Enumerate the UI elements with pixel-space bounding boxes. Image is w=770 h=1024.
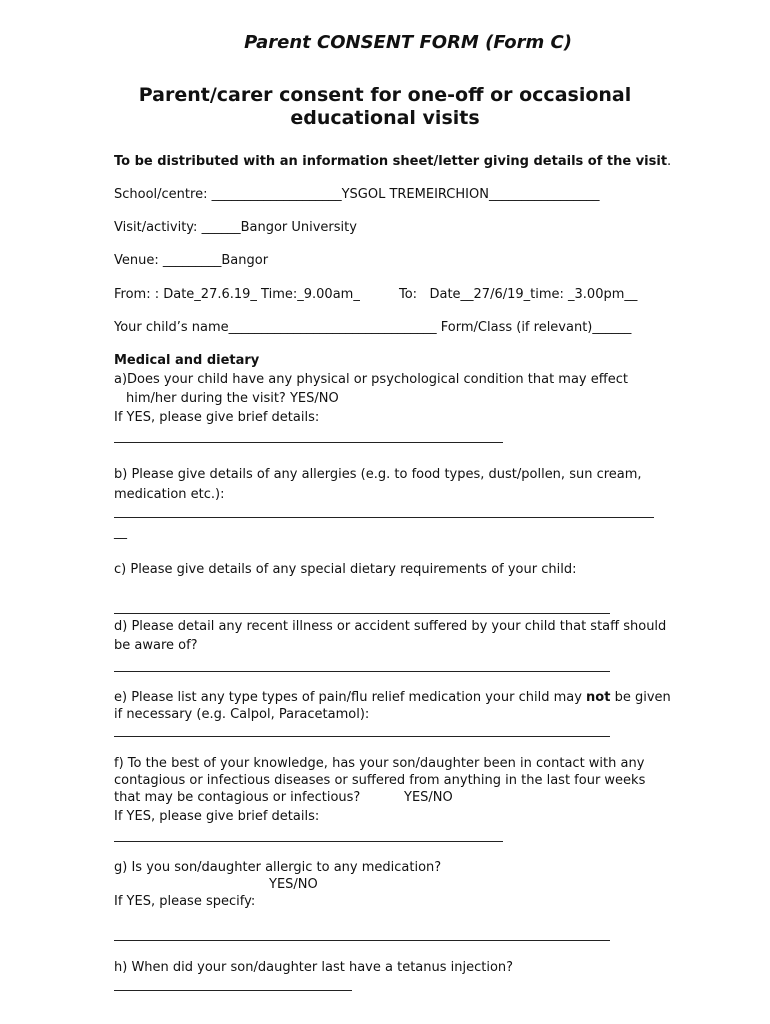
question-b-line-1: b) Please give details of any allergies (e.g. to food types, dust/pollen, sun cream,: [114, 467, 642, 482]
question-g-line-1: g) Is you son/daughter allergic to any medication?: [114, 860, 442, 875]
question-e-text-a: e) Please list any type types of pain/flu relief medication your child may: [114, 690, 587, 705]
question-f-line-2: contagious or infectious diseases or suffered from anything in the last four weeks: [114, 773, 646, 788]
answer-e-line[interactable]: [114, 736, 610, 737]
answer-a-line[interactable]: [114, 442, 503, 443]
question-e-line-1: [114, 689, 671, 706]
question-d-line-2: be aware of?: [114, 638, 198, 653]
question-f-line-3: that may be contagious or infectious?: [114, 790, 361, 805]
school-field[interactable]: School/centre: ____________________YSGOL TREMEIRCHION_________________: [114, 187, 600, 202]
answer-b-continuation[interactable]: __: [114, 525, 127, 540]
answer-d-line[interactable]: [114, 671, 610, 672]
answer-f-line[interactable]: [114, 841, 503, 842]
question-e-emphasis: not: [586, 690, 611, 705]
intro-text: [114, 153, 671, 170]
question-d-line-1: d) Please detail any recent illness or accident suffered by your child that staff should: [114, 619, 667, 634]
form-title: Parent CONSENT FORM (Form C): [244, 32, 572, 53]
from-date-field[interactable]: From: : Date_27.6.19_ Time:_9.00am_: [114, 287, 360, 302]
question-a-line-1: a)Does your child have any physical or psychological condition that may effect: [114, 372, 628, 387]
to-date-field[interactable]: To: Date__27/6/19_time: _3.00pm__: [399, 287, 638, 302]
form-subtitle: [0, 84, 770, 130]
question-c: c) Please give details of any special dietary requirements of your child:: [114, 562, 577, 577]
question-e-text-c: be given: [610, 690, 671, 705]
question-g-line-2: If YES, please specify:: [114, 894, 256, 909]
child-name-field[interactable]: Your child’s name________________________________ Form/Class (if relevant)______: [114, 320, 632, 335]
question-e-line-2: if necessary (e.g. Calpol, Paracetamol):: [114, 707, 370, 722]
venue-field[interactable]: Venue: _________Bangor: [114, 253, 269, 268]
answer-b-line[interactable]: [114, 517, 654, 518]
answer-g-line[interactable]: [114, 940, 610, 941]
medical-heading: Medical and dietary: [114, 353, 260, 368]
intro-main: To be distributed with an information sheet/letter giving details of the visit: [114, 154, 668, 169]
visit-field[interactable]: Visit/activity: ______Bangor University: [114, 220, 357, 235]
question-g-yes-no[interactable]: YES/NO: [269, 877, 318, 892]
question-f-line-1: f) To the best of your knowledge, has your son/daughter been in contact with any: [114, 756, 645, 771]
question-f-yes-no[interactable]: YES/NO: [404, 790, 453, 805]
subtitle-line-2: educational visits: [290, 107, 480, 129]
intro-end: .: [667, 154, 672, 169]
answer-h-line[interactable]: [114, 990, 352, 991]
subtitle-line-1: Parent/carer consent for one-off or occasional: [138, 84, 632, 106]
question-a-line-3: If YES, please give brief details:: [114, 410, 320, 425]
question-a-line-2: him/her during the visit? YES/NO: [126, 391, 339, 406]
question-h: h) When did your son/daughter last have a tetanus injection?: [114, 960, 514, 975]
question-f-line-4: If YES, please give brief details:: [114, 809, 320, 824]
question-b-line-2: medication etc.):: [114, 487, 225, 502]
answer-c-line[interactable]: [114, 613, 610, 614]
